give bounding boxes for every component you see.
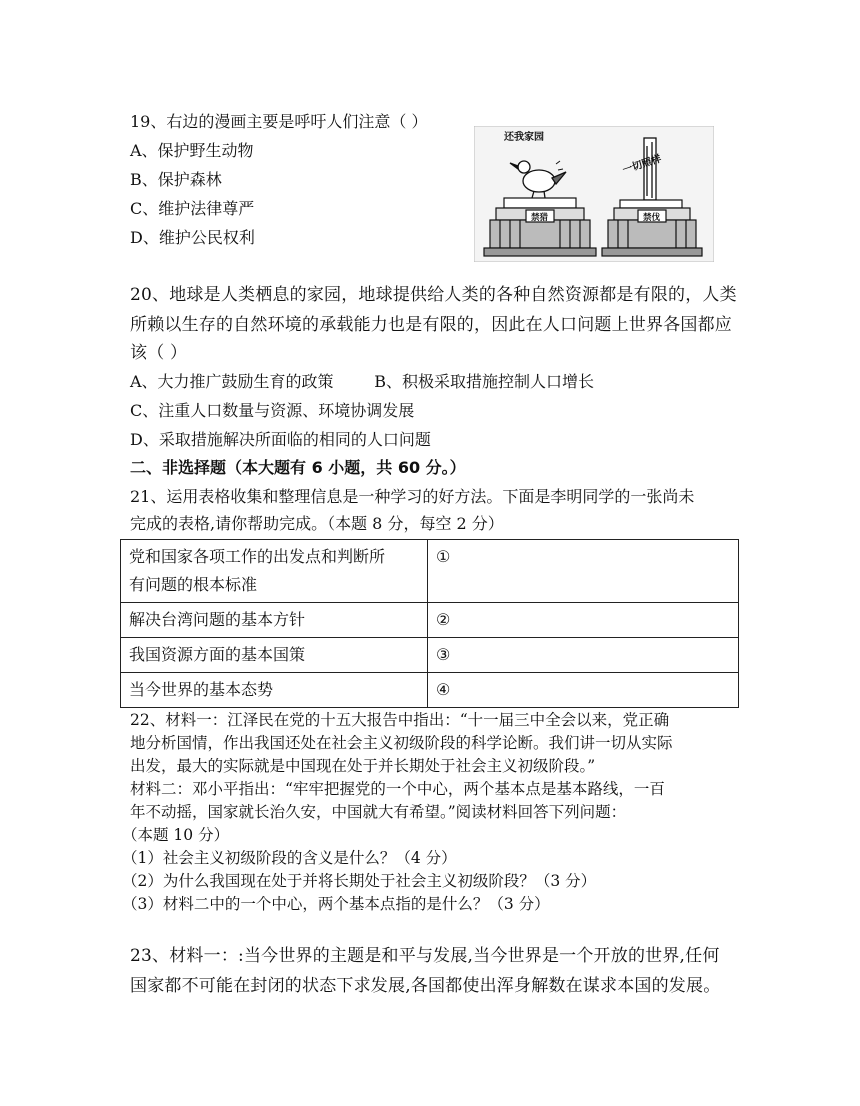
q20-option-c: C、注重人口数量与资源、环境协调发展 [130,401,415,420]
q19-option-a: A、保护野生动物 [130,141,254,160]
cell-text: 党和国家各项工作的出发点和判断所 [129,547,386,566]
table-cell-label [121,540,428,603]
q21-intro-line-1: 21、运用表格收集和整理信息是一种学习的好方法。下面是李明同学的一张尚未 [130,487,695,506]
q22-question-1: （1）社会主义初级阶段的含义是什么？（4 分） [122,849,457,867]
answer-mark: ① [436,547,451,566]
table-cell-answer [428,540,739,603]
table-cell-answer [428,638,739,673]
right-board: 禁伐 [643,213,661,223]
cartoon-illustration [474,126,714,262]
table-cell-label: 当今世界的基本态势 [121,673,428,708]
q19-stem: 19、右边的漫画主要是呼吁人们注意（ ） [130,112,428,131]
q22-line-3: 出发，最大的实际就是中国现在处于并长期处于社会主义初级阶段。” [130,757,596,775]
q22-line-5: 年不动摇，国家就长治久安，中国就大有希望。”阅读材料回答下列问题： [130,803,627,821]
table-row [121,540,739,603]
q22-line-1: 22、材料一：江泽民在党的十五大报告中指出：“十一届三中全会以来，党正确 [130,711,670,729]
q19-option-c: C、维护法律尊严 [130,199,255,218]
left-board: 禁猎 [531,213,549,223]
table-row [121,603,739,638]
table-cell-answer [428,603,739,638]
q20-options-ab: A、大力推广鼓励生育的政策 B、积极采取措施控制人口增长 [130,372,595,391]
q23-line-1: 23、材料一：:当今世界的主题是和平与发展,当今世界是一个开放的世界,任何 [130,946,720,966]
q23-line-2: 国家都不可能在封闭的状态下求发展,各国都使出浑身解数在谋求本国的发展。 [130,976,721,996]
table-cell-answer [428,673,739,708]
table-cell-label: 解决台湾问题的基本方针 [121,603,428,638]
q22-question-3: （3）材料二中的一个中心，两个基本点指的是什么？（3 分） [122,895,550,913]
table-row [121,673,739,708]
q20-stem-line-1: 20、地球是人类栖息的家园，地球提供给人类的各种自然资源都是有限的，人类 [130,285,737,305]
answer-mark: ② [436,610,451,629]
answer-mark: ③ [436,645,451,664]
q20-option-d: D、采取措施解决所面临的相同的人口问题 [130,430,431,449]
right-pedestal [602,200,702,256]
answer-mark: ④ [436,680,451,699]
q21-intro-line-2: 完成的表格,请你帮助完成。（本题 8 分，每空 2 分） [130,514,504,533]
q19-option-d: D、维护公民权利 [130,228,255,247]
q20-stem-line-2: 所赖以生存的自然环境的承载能力也是有限的，因此在人口问题上世界各国都应 [130,315,732,335]
table-row [121,638,739,673]
q22-line-2: 地分析国情，作出我国还处在社会主义初级阶段的科学论断。我们讲一切从实际 [130,734,673,752]
q21-table [120,539,739,708]
q22-question-2: （2）为什么我国现在处于并将长期处于社会主义初级阶段？（3 分） [122,872,597,890]
q22-line-4: 材料二：邓小平指出：“牢牢把握党的一个中心，两个基本点是基本路线，一百 [130,780,665,798]
q19-option-b: B、保护森林 [130,170,222,189]
table-cell-label: 我国资源方面的基本国策 [121,638,428,673]
q20-stem-line-3: 该（ ） [130,343,188,363]
right-caption: 一切照样 [621,153,663,177]
left-caption: 还我家园 [504,132,544,143]
q22-line-6: （本题 10 分） [122,826,230,844]
cell-text: 有问题的根本标准 [129,575,258,594]
section-heading: 二、非选择题（本大题有 6 小题，共 60 分。） [130,458,466,477]
